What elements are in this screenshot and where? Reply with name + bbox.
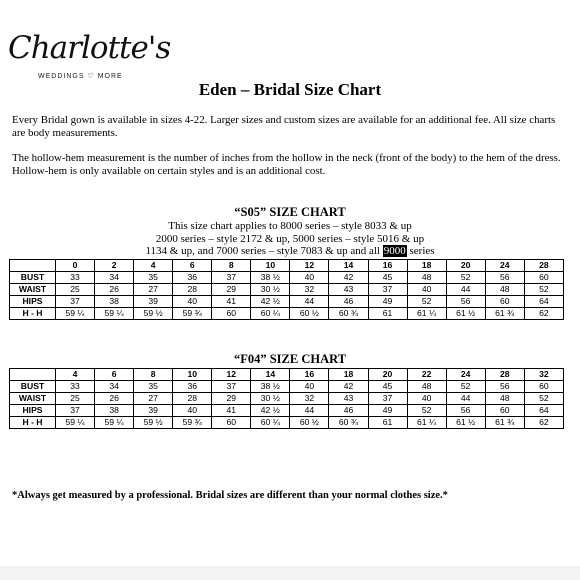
f04-size-header: 20 [368, 369, 407, 381]
f04-size-header: 4 [56, 369, 95, 381]
f04-measurement-cell: 60 ½ [290, 417, 329, 429]
s05-measurement-cell: 45 [368, 272, 407, 284]
s05-size-header: 8 [212, 260, 251, 272]
f04-measurement-cell: 52 [446, 381, 485, 393]
f04-size-header: 32 [524, 369, 563, 381]
f04-measurement-cell: 37 [212, 381, 251, 393]
f04-measurement-cell: 35 [134, 381, 173, 393]
f04-measurement-cell: 59 ¼ [56, 417, 95, 429]
s05-size-header: 10 [251, 260, 290, 272]
s05-measurement-cell: 44 [290, 296, 329, 308]
logo-sub-left: WEDDINGS [38, 73, 85, 80]
s05-measurement-cell: 60 ¾ [329, 308, 368, 320]
f04-measurement-cell: 60 [212, 417, 251, 429]
s05-measurement-cell: 62 [524, 308, 563, 320]
logo-script-text: Charlotte's [8, 30, 171, 66]
f04-measurement-cell: 59 ¾ [173, 417, 212, 429]
s05-size-header: 18 [407, 260, 446, 272]
table-row [10, 405, 564, 417]
s05-measurement-cell: 60 ½ [290, 308, 329, 320]
s05-measurement-cell: 37 [212, 272, 251, 284]
s05-measurement-cell: 39 [134, 296, 173, 308]
table-row [10, 272, 564, 284]
f04-measurement-cell: 38 [95, 405, 134, 417]
s05-measurement-cell: 35 [134, 272, 173, 284]
s05-measurement-cell: 37 [56, 296, 95, 308]
f04-measurement-cell: 37 [368, 393, 407, 405]
s05-measurement-cell: 61 ¾ [485, 308, 524, 320]
s05-measurement-cell: 48 [407, 272, 446, 284]
f04-measurement-cell: 43 [329, 393, 368, 405]
bottom-band [0, 566, 580, 580]
f04-size-header: 16 [290, 369, 329, 381]
f04-measurement-cell: 59 ¼ [95, 417, 134, 429]
s05-measurement-cell: 25 [56, 284, 95, 296]
f04-measurement-cell: 61 ¼ [407, 417, 446, 429]
s05-measurement-cell: 27 [134, 284, 173, 296]
s05-measurement-cell: 42 ½ [251, 296, 290, 308]
f04-measurement-cell: 33 [56, 381, 95, 393]
s05-measurement-cell: 48 [485, 284, 524, 296]
f04-measurement-cell: 45 [368, 381, 407, 393]
f04-measurement-cell: 42 ½ [251, 405, 290, 417]
f04-measurement-cell: 62 [524, 417, 563, 429]
f04-size-header: 14 [251, 369, 290, 381]
f04-measurement-cell: 64 [524, 405, 563, 417]
f04-measurement-cell: 29 [212, 393, 251, 405]
s05-note-line-1: This size chart applies to 8000 series – style 8033 & up [168, 220, 412, 232]
f04-size-header: 6 [95, 369, 134, 381]
f04-size-header: 24 [446, 369, 485, 381]
table-row [10, 284, 564, 296]
f04-measurement-cell: 61 ¾ [485, 417, 524, 429]
s05-size-header: 2 [95, 260, 134, 272]
f04-measurement-cell: 40 [407, 393, 446, 405]
f04-measurement-cell: 60 ¾ [329, 417, 368, 429]
s05-measurement-cell: 33 [56, 272, 95, 284]
s05-measurement-cell: 56 [485, 272, 524, 284]
f04-measurement-cell: 40 [173, 405, 212, 417]
f04-row-label: HIPS [10, 405, 56, 417]
f04-measurement-cell: 42 [329, 381, 368, 393]
s05-measurement-cell: 49 [368, 296, 407, 308]
s05-measurement-cell: 46 [329, 296, 368, 308]
s05-measurement-cell: 61 [368, 308, 407, 320]
f04-measurement-cell: 48 [485, 393, 524, 405]
s05-measurement-cell: 37 [368, 284, 407, 296]
table-row [10, 381, 564, 393]
s05-measurement-cell: 28 [173, 284, 212, 296]
f04-measurement-cell: 44 [446, 393, 485, 405]
f04-measurement-cell: 32 [290, 393, 329, 405]
f04-measurement-cell: 44 [290, 405, 329, 417]
logo-sub-right: MORE [97, 73, 123, 80]
s05-measurement-cell: 52 [524, 284, 563, 296]
s05-measurement-cell: 61 ½ [446, 308, 485, 320]
s05-measurement-cell: 59 ¼ [56, 308, 95, 320]
f04-row-label: BUST [10, 381, 56, 393]
f04-measurement-cell: 40 [290, 381, 329, 393]
f04-measurement-cell: 38 ½ [251, 381, 290, 393]
s05-size-header: 0 [56, 260, 95, 272]
f04-measurement-cell: 25 [56, 393, 95, 405]
s05-size-table [9, 259, 564, 320]
f04-size-header: 8 [134, 369, 173, 381]
s05-size-header: 16 [368, 260, 407, 272]
s05-measurement-cell: 43 [329, 284, 368, 296]
s05-measurement-cell: 34 [95, 272, 134, 284]
s05-note-line-2: 2000 series – style 2172 & up, 5000 series – style 5016 & up [155, 233, 425, 245]
f04-size-table [9, 368, 564, 429]
f04-measurement-cell: 52 [407, 405, 446, 417]
s05-measurement-cell: 52 [446, 272, 485, 284]
s05-measurement-cell: 41 [212, 296, 251, 308]
f04-measurement-cell: 61 [368, 417, 407, 429]
s05-size-header: 28 [524, 260, 563, 272]
f04-measurement-cell: 56 [446, 405, 485, 417]
s05-chart-title: “S05” SIZE CHART [234, 205, 346, 219]
s05-note-line-3-pre: 1134 & up, and 7000 series – style 7083 & up and all [145, 245, 383, 257]
f04-measurement-cell: 60 [485, 405, 524, 417]
s05-measurement-cell: 40 [290, 272, 329, 284]
f04-size-header: 12 [212, 369, 251, 381]
f04-row-label: H - H [10, 417, 56, 429]
f04-measurement-cell: 41 [212, 405, 251, 417]
s05-measurement-cell: 36 [173, 272, 212, 284]
table-row [10, 417, 564, 429]
s05-measurement-cell: 61 ¼ [407, 308, 446, 320]
s05-measurement-cell: 56 [446, 296, 485, 308]
f04-measurement-cell: 46 [329, 405, 368, 417]
s05-size-header: 6 [173, 260, 212, 272]
s05-measurement-cell: 64 [524, 296, 563, 308]
heart-icon: ♡ [87, 73, 95, 80]
s05-size-header: 24 [485, 260, 524, 272]
intro-paragraph: Every Bridal gown is available in sizes 4-22. Larger sizes and custom sizes are available for an additional fee. All size charts are body measurements. [12, 114, 556, 139]
s05-measurement-cell: 30 ½ [251, 284, 290, 296]
s05-measurement-cell: 38 [95, 296, 134, 308]
f04-size-header: 10 [173, 369, 212, 381]
f04-size-header: 28 [485, 369, 524, 381]
s05-measurement-cell: 59 ¼ [95, 308, 134, 320]
page-title: Eden – Bridal Size Chart [198, 80, 382, 99]
s05-measurement-cell: 42 [329, 272, 368, 284]
s05-measurement-cell: 40 [173, 296, 212, 308]
f04-row-label: WAIST [10, 393, 56, 405]
s05-size-header: 4 [134, 260, 173, 272]
s05-note-line-3-post: series [406, 245, 435, 257]
s05-measurement-cell: 60 [485, 296, 524, 308]
s05-measurement-cell: 29 [212, 284, 251, 296]
f04-measurement-cell: 59 ½ [134, 417, 173, 429]
f04-measurement-cell: 52 [524, 393, 563, 405]
s05-row-label: WAIST [10, 284, 56, 296]
table-row [10, 393, 564, 405]
s05-measurement-cell: 26 [95, 284, 134, 296]
s05-measurement-cell: 60 [524, 272, 563, 284]
s05-header-row [10, 260, 564, 272]
f04-size-header: 18 [329, 369, 368, 381]
f04-measurement-cell: 48 [407, 381, 446, 393]
s05-measurement-cell: 52 [407, 296, 446, 308]
s05-measurement-cell: 38 ½ [251, 272, 290, 284]
hollow-hem-paragraph: The hollow-hem measurement is the number of inches from the hollow in the neck (front of the body) to the hem of the dress. Hollow-hem is only available on certain styles and is an additional cost. [12, 152, 561, 177]
s05-measurement-cell: 40 [407, 284, 446, 296]
s05-measurement-cell: 60 ¼ [251, 308, 290, 320]
f04-measurement-cell: 26 [95, 393, 134, 405]
f04-measurement-cell: 36 [173, 381, 212, 393]
f04-measurement-cell: 28 [173, 393, 212, 405]
s05-size-header: 20 [446, 260, 485, 272]
f04-chart-title: “F04” SIZE CHART [233, 352, 347, 366]
s05-size-header: 12 [290, 260, 329, 272]
s05-row-label: H - H [10, 308, 56, 320]
f04-measurement-cell: 56 [485, 381, 524, 393]
highlighted-text: 9000 [383, 245, 406, 257]
s05-measurement-cell: 32 [290, 284, 329, 296]
f04-measurement-cell: 30 ½ [251, 393, 290, 405]
s05-row-label: BUST [10, 272, 56, 284]
f04-measurement-cell: 39 [134, 405, 173, 417]
logo-subtitle [38, 72, 128, 80]
f04-measurement-cell: 49 [368, 405, 407, 417]
s05-measurement-cell: 44 [446, 284, 485, 296]
f04-measurement-cell: 60 [524, 381, 563, 393]
f04-size-header: 22 [407, 369, 446, 381]
s05-measurement-cell: 60 [212, 308, 251, 320]
table-row [10, 308, 564, 320]
f04-header-row [10, 369, 564, 381]
f04-measurement-cell: 34 [95, 381, 134, 393]
s05-size-header: 14 [329, 260, 368, 272]
f04-measurement-cell: 27 [134, 393, 173, 405]
f04-corner-cell [10, 369, 56, 381]
s05-row-label: HIPS [10, 296, 56, 308]
s05-note-line-3 [0, 245, 580, 257]
footnote: *Always get measured by a professional. Bridal sizes are different than your normal clothes size.* [12, 490, 448, 501]
f04-measurement-cell: 60 ¼ [251, 417, 290, 429]
s05-measurement-cell: 59 ½ [134, 308, 173, 320]
table-row [10, 296, 564, 308]
f04-measurement-cell: 37 [56, 405, 95, 417]
f04-measurement-cell: 61 ½ [446, 417, 485, 429]
s05-measurement-cell: 59 ¾ [173, 308, 212, 320]
s05-corner-cell [10, 260, 56, 272]
